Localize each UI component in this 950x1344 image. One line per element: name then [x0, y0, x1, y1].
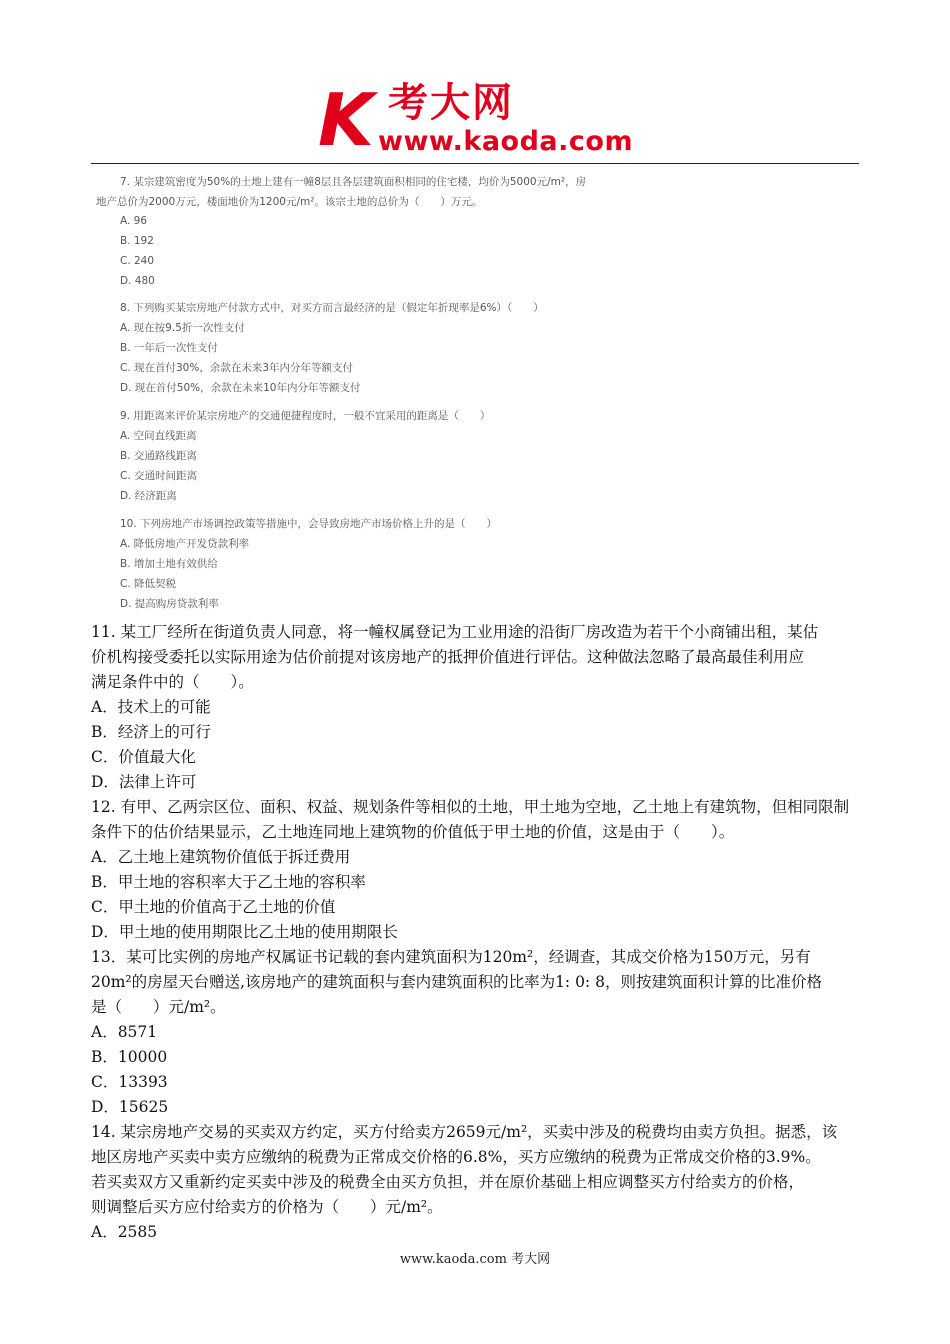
- option-d: D．甲土地的使用期限比乙土地的使用期限长: [91, 923, 398, 941]
- option-d: D．法律上许可: [91, 773, 197, 791]
- question-14-line: 若买卖双方又重新约定买卖中涉及的税费全由买方负担，并在原价基础上相应调整买方付给卖方的价格，: [91, 1173, 805, 1191]
- option-a: A．2585: [91, 1223, 158, 1241]
- question-text-cont: 地产总价为2000万元，楼面地价为1200元/m²。该宗土地的总价为（ ）万元。: [96, 196, 483, 208]
- question-text: 8. 下列购买某宗房地产付款方式中，对买方而言最经济的是（假定年折现率是6%）（ ）: [120, 302, 544, 314]
- option-c: C．13393: [91, 1073, 168, 1091]
- option-c: C. 交通时间距离: [120, 470, 198, 482]
- question-13-line: 是（ ）元/m²。: [91, 998, 226, 1016]
- logo-chinese-name: 考大网: [388, 80, 514, 126]
- option-c: C．甲土地的价值高于乙土地的价值: [91, 898, 336, 916]
- option-d: D. 现在首付50%，余款在未来10年内分年等额支付: [120, 382, 361, 394]
- option-d: D．15625: [91, 1098, 169, 1116]
- question-11-line: 11. 某工厂经所在街道负责人同意，将一幢权属登记为工业用途的沿街厂房改造为若干个小商铺出租，某估: [91, 623, 819, 641]
- question-text: 10. 下列房地产市场调控政策等措施中，会导致房地产市场价格上升的是（ ）: [120, 518, 498, 530]
- page-footer: www.kaoda.com 考大网: [399, 1252, 551, 1267]
- option-a: A. 现在按9.5折一次性支付: [120, 322, 245, 334]
- question-text: 9. 用距离来评价某宗房地产的交通便捷程度时，一般不宜采用的距离是（ ）: [120, 410, 491, 422]
- option-c: C．价值最大化: [91, 748, 196, 766]
- option-a: A．技术上的可能: [91, 698, 211, 716]
- option-b: B. 交通路线距离: [120, 450, 197, 462]
- option-d: D. 480: [120, 275, 155, 287]
- question-13-line: 20m²的房屋天台赠送,该房地产的建筑面积与套内建筑面积的比率为1: 0: 8，则按建筑面积计算的比准价格: [91, 973, 822, 991]
- question-12-line: 条件下的估价结果显示，乙土地连同地上建筑物的价值低于甲土地的价值，这是由于（ ）。: [91, 823, 735, 841]
- option-a: A．8571: [91, 1023, 158, 1041]
- question-14-line: 地区房地产买卖中卖方应缴纳的税费为正常成交价格的6.8%，买方应缴纳的税费为正常成交价格的3.9%。: [91, 1148, 821, 1166]
- option-a: A. 空间直线距离: [120, 430, 197, 442]
- option-d: D. 经济距离: [120, 490, 177, 502]
- question-14-line: 14. 某宗房地产交易的买卖双方约定，买方付给卖方2659元/m²，买卖中涉及的税费均由卖方负担。据悉，该: [91, 1123, 838, 1141]
- option-d: D. 提高购房贷款利率: [120, 598, 219, 610]
- option-c: C. 现在首付30%，余款在未来3年内分年等额支付: [120, 362, 354, 374]
- option-b: B．甲土地的容积率大于乙土地的容积率: [91, 873, 366, 891]
- question-11-line: 满足条件中的（ ）。: [91, 673, 254, 691]
- question-13-line: 13．某可比实例的房地产权属证书记载的套内建筑面积为120m²，经调查，其成交价格为150万元，另有: [91, 948, 811, 966]
- main-questions: [91, 620, 861, 1245]
- option-a: A．乙土地上建筑物价值低于拆迁费用: [91, 848, 351, 866]
- header-divider: [91, 163, 859, 164]
- question-12-line: 12. 有甲、乙两宗区位、面积、权益、规划条件等相似的土地，甲土地为空地，乙土地上有建筑物，但相同限制: [91, 798, 850, 816]
- option-b: B．经济上的可行: [91, 723, 211, 741]
- option-c: C. 240: [120, 255, 155, 267]
- question-14-line: 则调整后买方应付给卖方的价格为（ ）元/m²。: [91, 1198, 443, 1216]
- option-c: C. 降低契税: [120, 578, 177, 590]
- option-b: B．10000: [91, 1048, 168, 1066]
- question-text: 7. 某宗建筑密度为50%的土地上建有一幢8层且各层建筑面积相同的住宅楼，均价为5000元/m²，房: [120, 176, 587, 188]
- logo-k-mark: K: [318, 78, 372, 162]
- question-11-line: 价机构接受委托以实际用途为估价前提对该房地产的抵押价值进行评估。这种做法忽略了最高最佳利用应: [91, 648, 805, 666]
- option-a: A. 降低房地产开发贷款利率: [120, 538, 250, 550]
- option-a: A. 96: [120, 215, 148, 227]
- logo-url: www.kaoda.com: [378, 126, 634, 157]
- option-b: B. 一年后一次性支付: [120, 342, 218, 354]
- option-b: B. 192: [120, 235, 154, 247]
- option-b: B. 增加土地有效供给: [120, 558, 218, 570]
- kaoda-logo: [318, 78, 648, 162]
